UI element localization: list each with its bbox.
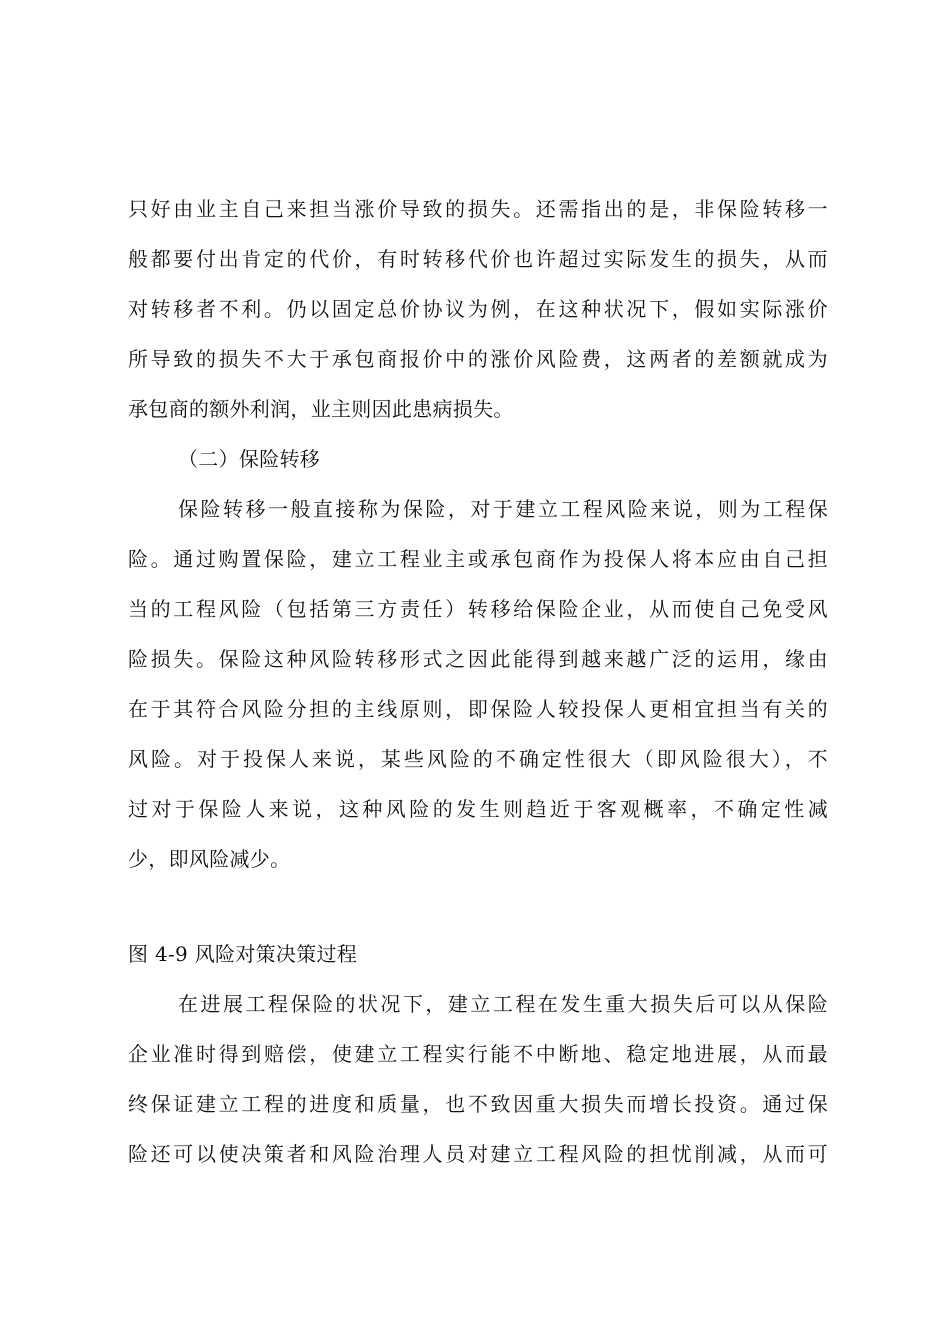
paragraph-1-line-4: 所导致的损失不大于承包商报价中的涨价风险费，这两者的差额就成为 [128,347,828,371]
section-heading: （二）保险转移 [178,447,321,471]
paragraph-1-line-3: 对转移者不利。仍以固定总价协议为例，在这种状况下，假如实际涨价 [128,297,828,321]
paragraph-3-line-2: 企业准时得到赔偿，使建立工程实行能不中断地、稳定地进展，从而最 [128,1042,828,1066]
paragraph-2-line-7: 过对于保险人来说，这种风险的发生则趋近于客观概率，不确定性减 [128,797,828,821]
paragraph-2-line-4: 险损失。保险这种风险转移形式之因此能得到越来越广泛的运用，缘由 [128,647,828,671]
figure-caption: 图 4-9 风险对策决策过程 [128,942,358,966]
paragraph-2-line-3: 当的工程风险（包括第三方责任）转移给保险企业，从而使自己免受风 [128,597,828,621]
paragraph-1-line-2: 般都要付出肯定的代价，有时转移代价也许超过实际发生的损失，从而 [128,247,828,271]
paragraph-1-line-5: 承包商的额外利润，业主则因此患病损失。 [128,397,514,421]
paragraph-2-line-8: 少，即风险减少。 [128,847,291,871]
paragraph-2-line-2: 险。通过购置保险，建立工程业主或承包商作为投保人将本应由自己担 [128,547,828,571]
paragraph-2-line-6: 风险。对于投保人来说，某些风险的不确定性很大（即风险很大），不 [128,747,828,771]
paragraph-2-line-1: 保险转移一般直接称为保险，对于建立工程风险来说，则为工程保 [178,497,828,521]
paragraph-1-line-1: 只好由业主自己来担当涨价导致的损失。还需指出的是，非保险转移一 [128,197,828,221]
paragraph-3-line-1: 在进展工程保险的状况下，建立工程在发生重大损失后可以从保险 [178,992,828,1016]
paragraph-3-line-3: 终保证建立工程的进度和质量，也不致因重大损失而增长投资。通过保 [128,1092,828,1116]
paragraph-2-line-5: 在于其符合风险分担的主线原则，即保险人较投保人更相宜担当有关的 [128,697,828,721]
paragraph-3-line-4: 险还可以使决策者和风险治理人员对建立工程风险的担忧削减，从而可 [128,1142,828,1166]
